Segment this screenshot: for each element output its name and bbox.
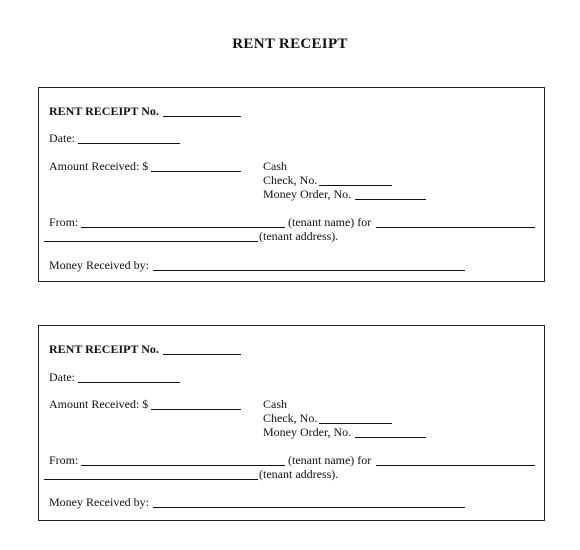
check-no-label: Check, No. xyxy=(263,411,318,425)
received-by-field[interactable] xyxy=(153,507,465,508)
check-no-field[interactable] xyxy=(319,185,392,186)
tenant-rental-field[interactable] xyxy=(376,465,535,466)
date-field[interactable] xyxy=(78,382,180,383)
tenant-name-field[interactable] xyxy=(81,465,285,466)
receipt-number-field[interactable] xyxy=(163,116,241,117)
tenant-name-label: (tenant name) for xyxy=(288,215,372,229)
money-received-by-label: Money Received by: xyxy=(49,495,149,509)
receipt-number-label: RENT RECEIPT No. xyxy=(49,342,159,356)
receipt-number-field[interactable] xyxy=(163,354,241,355)
amount-field[interactable] xyxy=(151,409,241,410)
tenant-address-field[interactable] xyxy=(44,241,258,242)
money-order-field[interactable] xyxy=(355,199,426,200)
date-label: Date: xyxy=(49,370,75,384)
tenant-address-label: (tenant address). xyxy=(259,229,339,243)
tenant-rental-field[interactable] xyxy=(376,227,535,228)
money-order-field[interactable] xyxy=(355,437,426,438)
amount-field[interactable] xyxy=(151,171,241,172)
cash-label: Cash xyxy=(263,397,287,411)
amount-received-label: Amount Received: $ xyxy=(49,159,149,173)
received-by-field[interactable] xyxy=(153,270,465,271)
check-no-field[interactable] xyxy=(319,423,392,424)
amount-received-label: Amount Received: $ xyxy=(49,397,149,411)
tenant-name-field[interactable] xyxy=(81,227,285,228)
cash-label: Cash xyxy=(263,159,287,173)
tenant-address-field[interactable] xyxy=(44,479,258,480)
receipt-card-2 xyxy=(38,325,545,521)
date-label: Date: xyxy=(49,131,75,145)
check-no-label: Check, No. xyxy=(263,173,318,187)
tenant-name-label: (tenant name) for xyxy=(288,453,372,467)
receipt-card-1 xyxy=(38,87,545,282)
money-order-label: Money Order, No. xyxy=(263,187,352,201)
tenant-address-label: (tenant address). xyxy=(259,467,339,481)
from-label: From: xyxy=(49,453,79,467)
date-field[interactable] xyxy=(78,143,180,144)
from-label: From: xyxy=(49,215,79,229)
page-title: RENT RECEIPT xyxy=(232,36,348,52)
money-order-label: Money Order, No. xyxy=(263,425,352,439)
money-received-by-label: Money Received by: xyxy=(49,258,149,272)
receipt-number-label: RENT RECEIPT No. xyxy=(49,104,159,118)
